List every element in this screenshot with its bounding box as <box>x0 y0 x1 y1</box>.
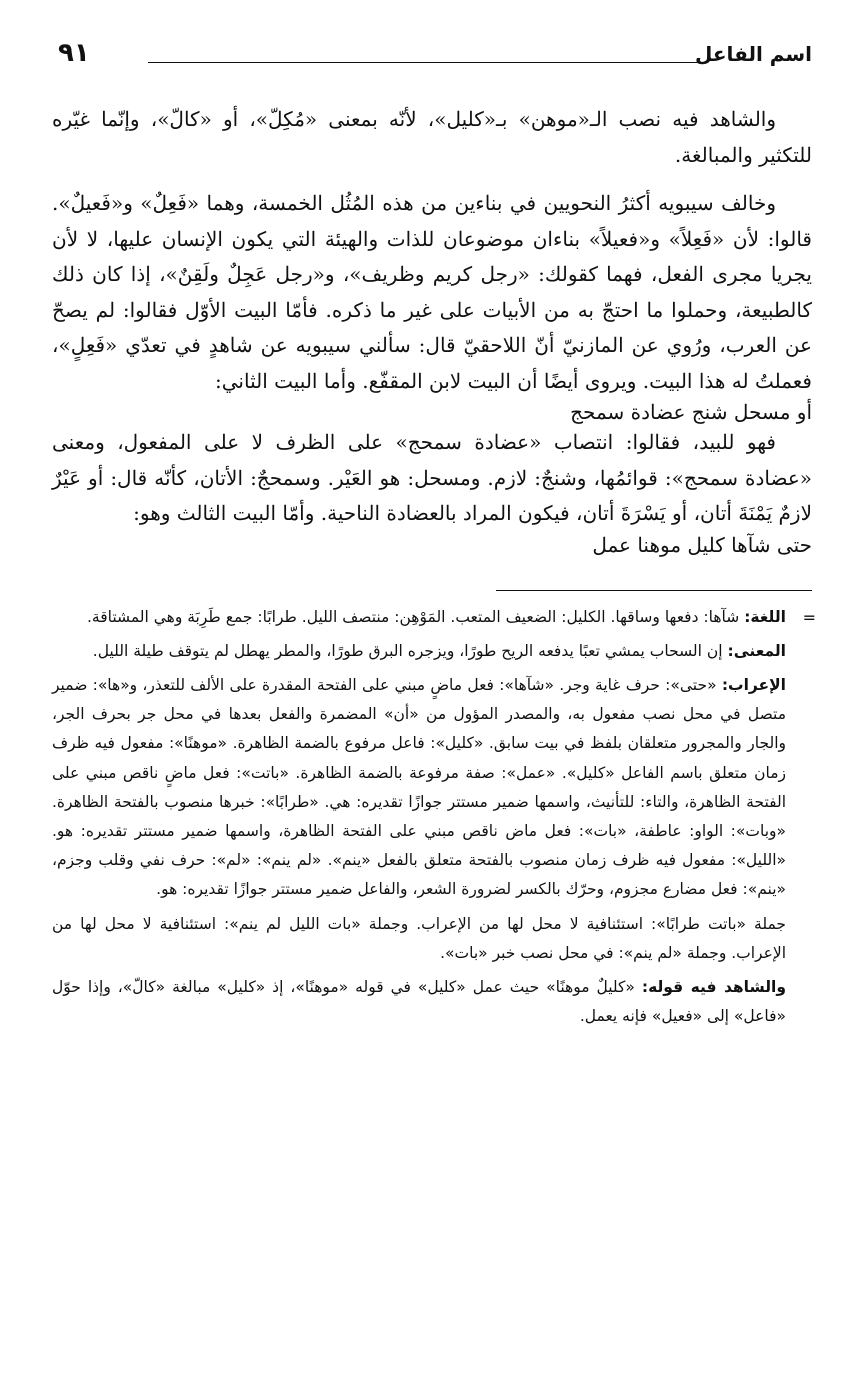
footnote-item <box>52 603 786 632</box>
footnote-label: المعنى: <box>727 641 786 660</box>
footnote-label: الإعراب: <box>721 675 786 694</box>
footnote-text: شآها: دفعها وساقها. الكليل: الضعيف المتعب. المَوْهِن: منتصف الليل. طرابًا: جمع طَرِبَة وهي المشتاقة. <box>86 607 740 626</box>
footnote-item <box>52 637 786 666</box>
footnote-text: «حتى»: حرف غاية وجر. «شآها»: فعل ماضٍ مبني على الفتحة المقدرة على الألف للتعذر، و«ها»: ضمير متصل في محل نصب مفعول به، والمصدر المؤول من «أن» المضمرة والفعل بعدها في محل جر بحرف الجر، والجار والمجرور متعلقان بلفظ في بيت سابق. «كليل»: فاعل مرفوع بالضمة الظاهرة. «موهنًا»: مفعول فيه ظرف زمان متعلق باسم الفاعل «كليل». «عمل»: صفة مرفوعة بالضمة الظاهرة. «باتت»: فعل ماضٍ ناقص مبني على الفتحة الظاهرة، والتاء: للتأنيث، واسمها ضمير مستتر جوازًا تقديره: هي. «طرابًا»: خبرها منصوب بالفتحة الظاهرة. «وبات»: الواو: عاطفة، «بات»: فعل ماض ناقص مبني على الفتحة الظاهرة، واسمها ضمير مستتر تقديره: هو. «الليل»: مفعول فيه ظرف زمان منصوب بالفتحة متعلق بالفعل «ينم». «لم ينم»: «لم»: حرف نفي وقلب وجزم، «ينم»: فعل مضارع مجزوم، وحرّك بالكسر لضرورة الشعر، والفاعل ضمير مستتر جوازًا تقديره: هو. <box>52 675 786 899</box>
body-paragraph: وخالف سيبويه أكثرُ النحويين في بناءين من هذه المُثُل الخمسة، وهما «فَعِلٌ» و«فَعيلٌ». قالوا: لأن «فَعِلاً» و«فعيلاً» بناءان موضوعان للذات والهيئة التي يكون الإنسان عليها، لا لأن يجريا مجرى الفعل، فهما كقولك: «رجل كريم وظريف»، و«رجل عَجِلٌ ولَقِنٌ»، إذا كان ذلك كالطبيعة، وحملوا ما احتجّ به من الأبيات على غير ما ذكره. فأمّا البيت الأوّل فقالوا: لم يصحّ عن العرب، ورُوي عن المازنيّ أنّ اللاحقيّ قال: سألني سيبويه عن شاهدٍ في تعدّي «فَعِلٍ»، فعملتُ له هذا البيت. ويروى أيضًا أن البيت لابن المقفّع. وأما البيت الثاني: <box>52 191 812 393</box>
poetry-verse: أو مسحل شنج عضادة سمحج <box>570 400 812 424</box>
main-text <box>52 102 812 558</box>
book-page <box>52 28 816 1036</box>
page-number: ٩١ <box>58 38 90 68</box>
footnote-label: والشاهد فيه قوله: <box>641 977 787 996</box>
footnote-text: «كليلٌ موهنًا» حيث عمل «كليل» في قوله «موهنًا»، إذ «كليل» مبالغة «كالّ»، وإذا حوّل «فاعل» إلى «فعيل» فإنه يعمل. <box>52 977 786 1026</box>
footnote-text: جملة «باتت طرابًا»: استئنافية لا محل لها من الإعراب. وجملة «بات الليل لم ينم»: استئنافية لا محل لها من الإعراب. وجملة «لم ينم»: في محل نصب خبر «بات». <box>52 914 786 962</box>
footnote-item <box>52 973 786 1031</box>
body-paragraph: فهو للبيد، فقالوا: انتصاب «عضادة سمحج» على الظرف لا على المفعول، ومعنى «عضادة سمحج»: قوائمُها، وشنجٌ: لازم. ومسحل: هو العَيْر. وسمحجٌ: الأتان، كأنّه قال: أو عَيْرٌ لازمٌ يَمْنَةَ أتان، أو يَسْرَةَ أتان، فيكون المراد بالعضادة الناحية. وأمّا البيت الثالث وهو: <box>52 430 812 525</box>
poetry-verse: حتى شآها كليل موهنا عمل <box>592 532 812 557</box>
footnote-text: إن السحاب يمشي تعبًا يدفعه الريح طورًا، ويزجره البرق طورًا، والمطر يهطل لم يتوقف طيلة الليل. <box>92 641 723 660</box>
running-header <box>52 28 812 72</box>
footnote-item <box>52 910 786 968</box>
header-rule <box>148 62 700 63</box>
footnote-continuation-mark: = <box>802 607 816 627</box>
footnote-divider <box>496 590 812 591</box>
chapter-title: اسم الفاعل <box>695 42 812 66</box>
body-paragraph: والشاهد فيه نصب الـ«موهن» بـ«كليل»، لأنّه بمعنى «مُكِلّ»، أو «كالّ»، وإنّما غيّره للتكثير والمبالغة. <box>52 107 812 167</box>
footnotes <box>52 603 816 1032</box>
footnote-label: اللغة: <box>744 607 786 626</box>
footnote-item <box>52 671 786 905</box>
